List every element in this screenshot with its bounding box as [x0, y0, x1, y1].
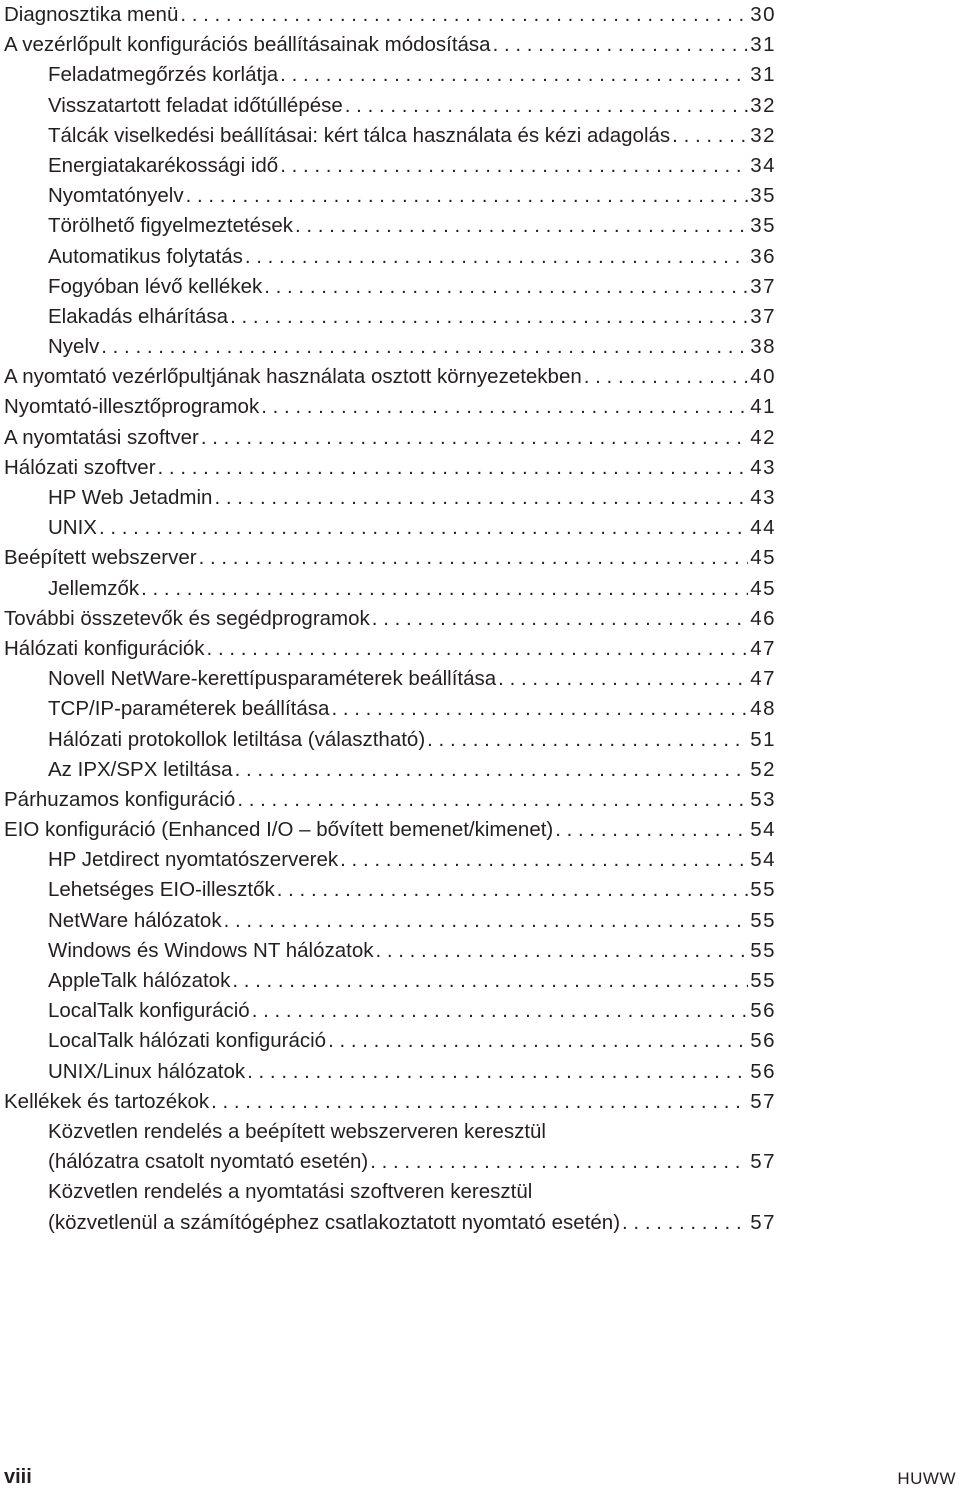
toc-entry-page: 54: [750, 848, 776, 872]
toc-entry-title: Kellékek és tartozékok: [4, 1087, 211, 1117]
toc-entry-title: Energiatakarékossági idő: [48, 151, 280, 181]
dot-leader: [345, 91, 748, 121]
toc-entry[interactable]: [4, 1026, 776, 1056]
dot-leader: [230, 302, 748, 332]
dot-leader: [235, 755, 749, 785]
toc-entry-page: 40: [750, 365, 776, 389]
toc-entry-page: 31: [750, 33, 776, 57]
dot-leader: [99, 513, 748, 543]
toc-entry-title: Törölhető figyelmeztetések: [48, 211, 295, 241]
dot-leader: [214, 483, 748, 513]
toc-entry-title: További összetevők és segédprogramok: [4, 604, 372, 634]
toc-entry-page: 42: [750, 425, 776, 449]
toc-entry-title: Nyelv: [48, 332, 101, 362]
toc-entry-title: Párhuzamos konfiguráció: [4, 785, 237, 815]
dot-leader: [280, 60, 748, 90]
dot-leader: [672, 121, 748, 151]
toc-entry[interactable]: [4, 513, 776, 543]
toc-entry-title: Automatikus folytatás: [48, 242, 245, 272]
dot-leader: [232, 966, 748, 996]
dot-leader: [101, 332, 748, 362]
toc-entry-title: A nyomtatási szoftver: [4, 423, 201, 453]
toc-entry[interactable]: [4, 181, 776, 211]
toc-entry-title: HP Jetdirect nyomtatószerverek: [48, 845, 340, 875]
toc-entry[interactable]: [4, 0, 776, 30]
toc-entry-title: Hálózati konfigurációk: [4, 634, 207, 664]
toc-entry-page: 35: [750, 214, 776, 238]
toc-entry[interactable]: [4, 1087, 776, 1117]
toc-entry[interactable]: [4, 664, 776, 694]
dot-leader: [493, 30, 749, 60]
dot-leader: [584, 362, 748, 392]
toc-entry[interactable]: [4, 60, 776, 90]
toc-entry[interactable]: [4, 574, 776, 604]
toc-entry-page: 51: [750, 727, 776, 751]
toc-entry[interactable]: [4, 121, 776, 151]
toc-entry[interactable]: [4, 543, 776, 573]
toc-entry-page: 45: [750, 546, 776, 570]
dot-leader: [247, 1057, 748, 1087]
toc-entry[interactable]: [4, 423, 776, 453]
toc-entry[interactable]: [4, 845, 776, 875]
toc-entry[interactable]: [4, 1147, 776, 1177]
toc-entry-title: (közvetlenül a számítógéphez csatlakoztatott nyomtató esetén): [48, 1208, 622, 1238]
toc-entry-page: 57: [750, 1210, 776, 1234]
toc-entry-title: Hálózati protokollok letiltása (választható): [48, 725, 427, 755]
toc-entry[interactable]: [4, 694, 776, 724]
toc-entry-page: 46: [750, 606, 776, 630]
toc-entry[interactable]: [4, 634, 776, 664]
toc-entry[interactable]: [4, 966, 776, 996]
dot-leader: [277, 875, 748, 905]
toc-entry[interactable]: [4, 725, 776, 755]
toc-entry-page: 31: [750, 63, 776, 87]
table-of-contents: [4, 0, 776, 1238]
toc-entry-page: 53: [750, 787, 776, 811]
toc-entry-title: Elakadás elhárítása: [48, 302, 230, 332]
toc-entry-page: 44: [750, 516, 776, 540]
toc-entry-title: Novell NetWare-kerettípusparaméterek beállítása: [48, 664, 498, 694]
dot-leader: [261, 392, 748, 422]
dot-leader: [370, 1147, 748, 1177]
toc-entry-title: TCP/IP-paraméterek beállítása: [48, 694, 331, 724]
toc-entry-title: Feladatmegőrzés korlátja: [48, 60, 280, 90]
toc-entry-page: 55: [750, 938, 776, 962]
toc-entry-page: 47: [750, 667, 776, 691]
dot-leader: [186, 181, 749, 211]
toc-entry-title: Windows és Windows NT hálózatok: [48, 936, 375, 966]
dot-leader: [141, 574, 748, 604]
toc-entry[interactable]: [4, 362, 776, 392]
toc-entry-title: HP Web Jetadmin: [48, 483, 214, 513]
dot-leader: [328, 1026, 748, 1056]
dot-leader: [372, 604, 748, 634]
toc-entry-page: 47: [750, 636, 776, 660]
dot-leader: [340, 845, 748, 875]
dot-leader: [199, 543, 749, 573]
dot-leader: [555, 815, 748, 845]
toc-entry-title: Beépített webszerver: [4, 543, 199, 573]
toc-entry-page: 32: [750, 93, 776, 117]
toc-entry-title: Fogyóban lévő kellékek: [48, 272, 264, 302]
toc-entry[interactable]: [4, 272, 776, 302]
toc-entry-title: Az IPX/SPX letiltása: [48, 755, 235, 785]
toc-entry-title: UNIX/Linux hálózatok: [48, 1057, 247, 1087]
toc-entry-title: Nyomtatónyelv: [48, 181, 186, 211]
toc-entry-page: 48: [750, 697, 776, 721]
dot-leader: [207, 634, 749, 664]
toc-entry-page: 52: [750, 757, 776, 781]
toc-entry[interactable]: [4, 242, 776, 272]
toc-entry-page: 54: [750, 818, 776, 842]
dot-leader: [158, 453, 749, 483]
toc-entry-title: Visszatartott feladat időtúllépése: [48, 91, 345, 121]
toc-entry[interactable]: [4, 875, 776, 905]
dot-leader: [280, 151, 748, 181]
toc-entry-page: 43: [750, 486, 776, 509]
dot-leader: [427, 725, 748, 755]
toc-entry[interactable]: [4, 785, 776, 815]
toc-entry-page: 55: [750, 908, 776, 932]
toc-entry-title: A nyomtató vezérlőpultjának használata osztott környezetekben: [4, 362, 584, 392]
toc-entry-title: EIO konfiguráció (Enhanced I/O – bővített bemenet/kimenet): [4, 815, 555, 845]
toc-entry-page: 57: [750, 1150, 776, 1174]
dot-leader: [295, 211, 748, 241]
toc-entry[interactable]: [4, 906, 776, 936]
toc-entry-page: 56: [750, 1029, 776, 1053]
toc-entry-title: A vezérlőpult konfigurációs beállításainak módosítása: [4, 30, 493, 60]
toc-entry[interactable]: [4, 483, 776, 513]
toc-entry[interactable]: [4, 936, 776, 966]
toc-entry[interactable]: [4, 1117, 776, 1147]
toc-entry-title: Lehetséges EIO-illesztők: [48, 875, 277, 905]
toc-entry-page: 57: [750, 1089, 776, 1113]
toc-entry-title: Közvetlen rendelés a beépített webszerveren keresztül: [48, 1117, 548, 1147]
toc-entry-page: 43: [750, 455, 776, 479]
toc-entry[interactable]: [4, 1177, 776, 1207]
toc-entry-page: 55: [750, 969, 776, 992]
toc-entry[interactable]: [4, 815, 776, 845]
toc-entry-title: NetWare hálózatok: [48, 906, 224, 936]
toc-entry[interactable]: [4, 1208, 776, 1238]
dot-leader: [245, 242, 748, 272]
toc-entry[interactable]: [4, 604, 776, 634]
toc-entry-page: 37: [750, 274, 776, 298]
dot-leader: [331, 694, 748, 724]
toc-entry[interactable]: [4, 453, 776, 483]
toc-entry-title: Tálcák viselkedési beállításai: kért tálca használata és kézi adagolás: [48, 121, 672, 151]
toc-entry-page: 34: [750, 153, 776, 177]
dot-leader: [201, 423, 748, 453]
toc-entry[interactable]: [4, 30, 776, 60]
toc-entry-page: 36: [750, 244, 776, 268]
toc-entry-page: 41: [750, 395, 776, 419]
toc-entry-page: 38: [750, 335, 776, 359]
dot-leader: [622, 1208, 748, 1238]
toc-entry-title: UNIX: [48, 513, 99, 543]
dot-leader: [264, 272, 748, 302]
toc-entry[interactable]: [4, 211, 776, 241]
dot-leader: [375, 936, 748, 966]
toc-entry-title: LocalTalk konfiguráció: [48, 996, 252, 1026]
toc-entry-title: Hálózati szoftver: [4, 453, 158, 483]
toc-entry-title: Jellemzők: [48, 574, 141, 604]
toc-entry-page: 32: [750, 123, 776, 147]
toc-entry-page: 45: [750, 576, 776, 600]
toc-entry[interactable]: [4, 91, 776, 121]
page-number: viii: [4, 1466, 32, 1488]
toc-entry-title: Diagnosztika menü: [4, 0, 180, 30]
dot-leader: [180, 0, 748, 30]
toc-entry[interactable]: [4, 302, 776, 332]
toc-entry-title: Nyomtató-illesztőprogramok: [4, 392, 261, 422]
toc-entry-page: 55: [750, 878, 776, 902]
toc-entry[interactable]: [4, 392, 776, 422]
toc-entry-title: Közvetlen rendelés a nyomtatási szoftveren keresztül: [48, 1177, 534, 1207]
toc-entry[interactable]: [4, 332, 776, 362]
footer-brand: HUWW: [897, 1469, 956, 1488]
toc-entry-title: AppleTalk hálózatok: [48, 966, 232, 996]
toc-entry-page: 35: [750, 184, 776, 208]
toc-entry-title: LocalTalk hálózati konfiguráció: [48, 1026, 328, 1056]
dot-leader: [498, 664, 748, 694]
toc-entry[interactable]: [4, 755, 776, 785]
toc-entry-page: 30: [750, 3, 776, 26]
toc-entry-page: 56: [750, 1059, 776, 1083]
dot-leader: [211, 1087, 748, 1117]
dot-leader: [224, 906, 749, 936]
toc-entry-page: 37: [750, 304, 776, 328]
toc-entry[interactable]: [4, 1057, 776, 1087]
dot-leader: [252, 996, 748, 1026]
toc-entry[interactable]: [4, 996, 776, 1026]
toc-entry-page: 56: [750, 999, 776, 1023]
toc-entry[interactable]: [4, 151, 776, 181]
dot-leader: [237, 785, 748, 815]
toc-entry-title: (hálózatra csatolt nyomtató esetén): [48, 1147, 370, 1177]
